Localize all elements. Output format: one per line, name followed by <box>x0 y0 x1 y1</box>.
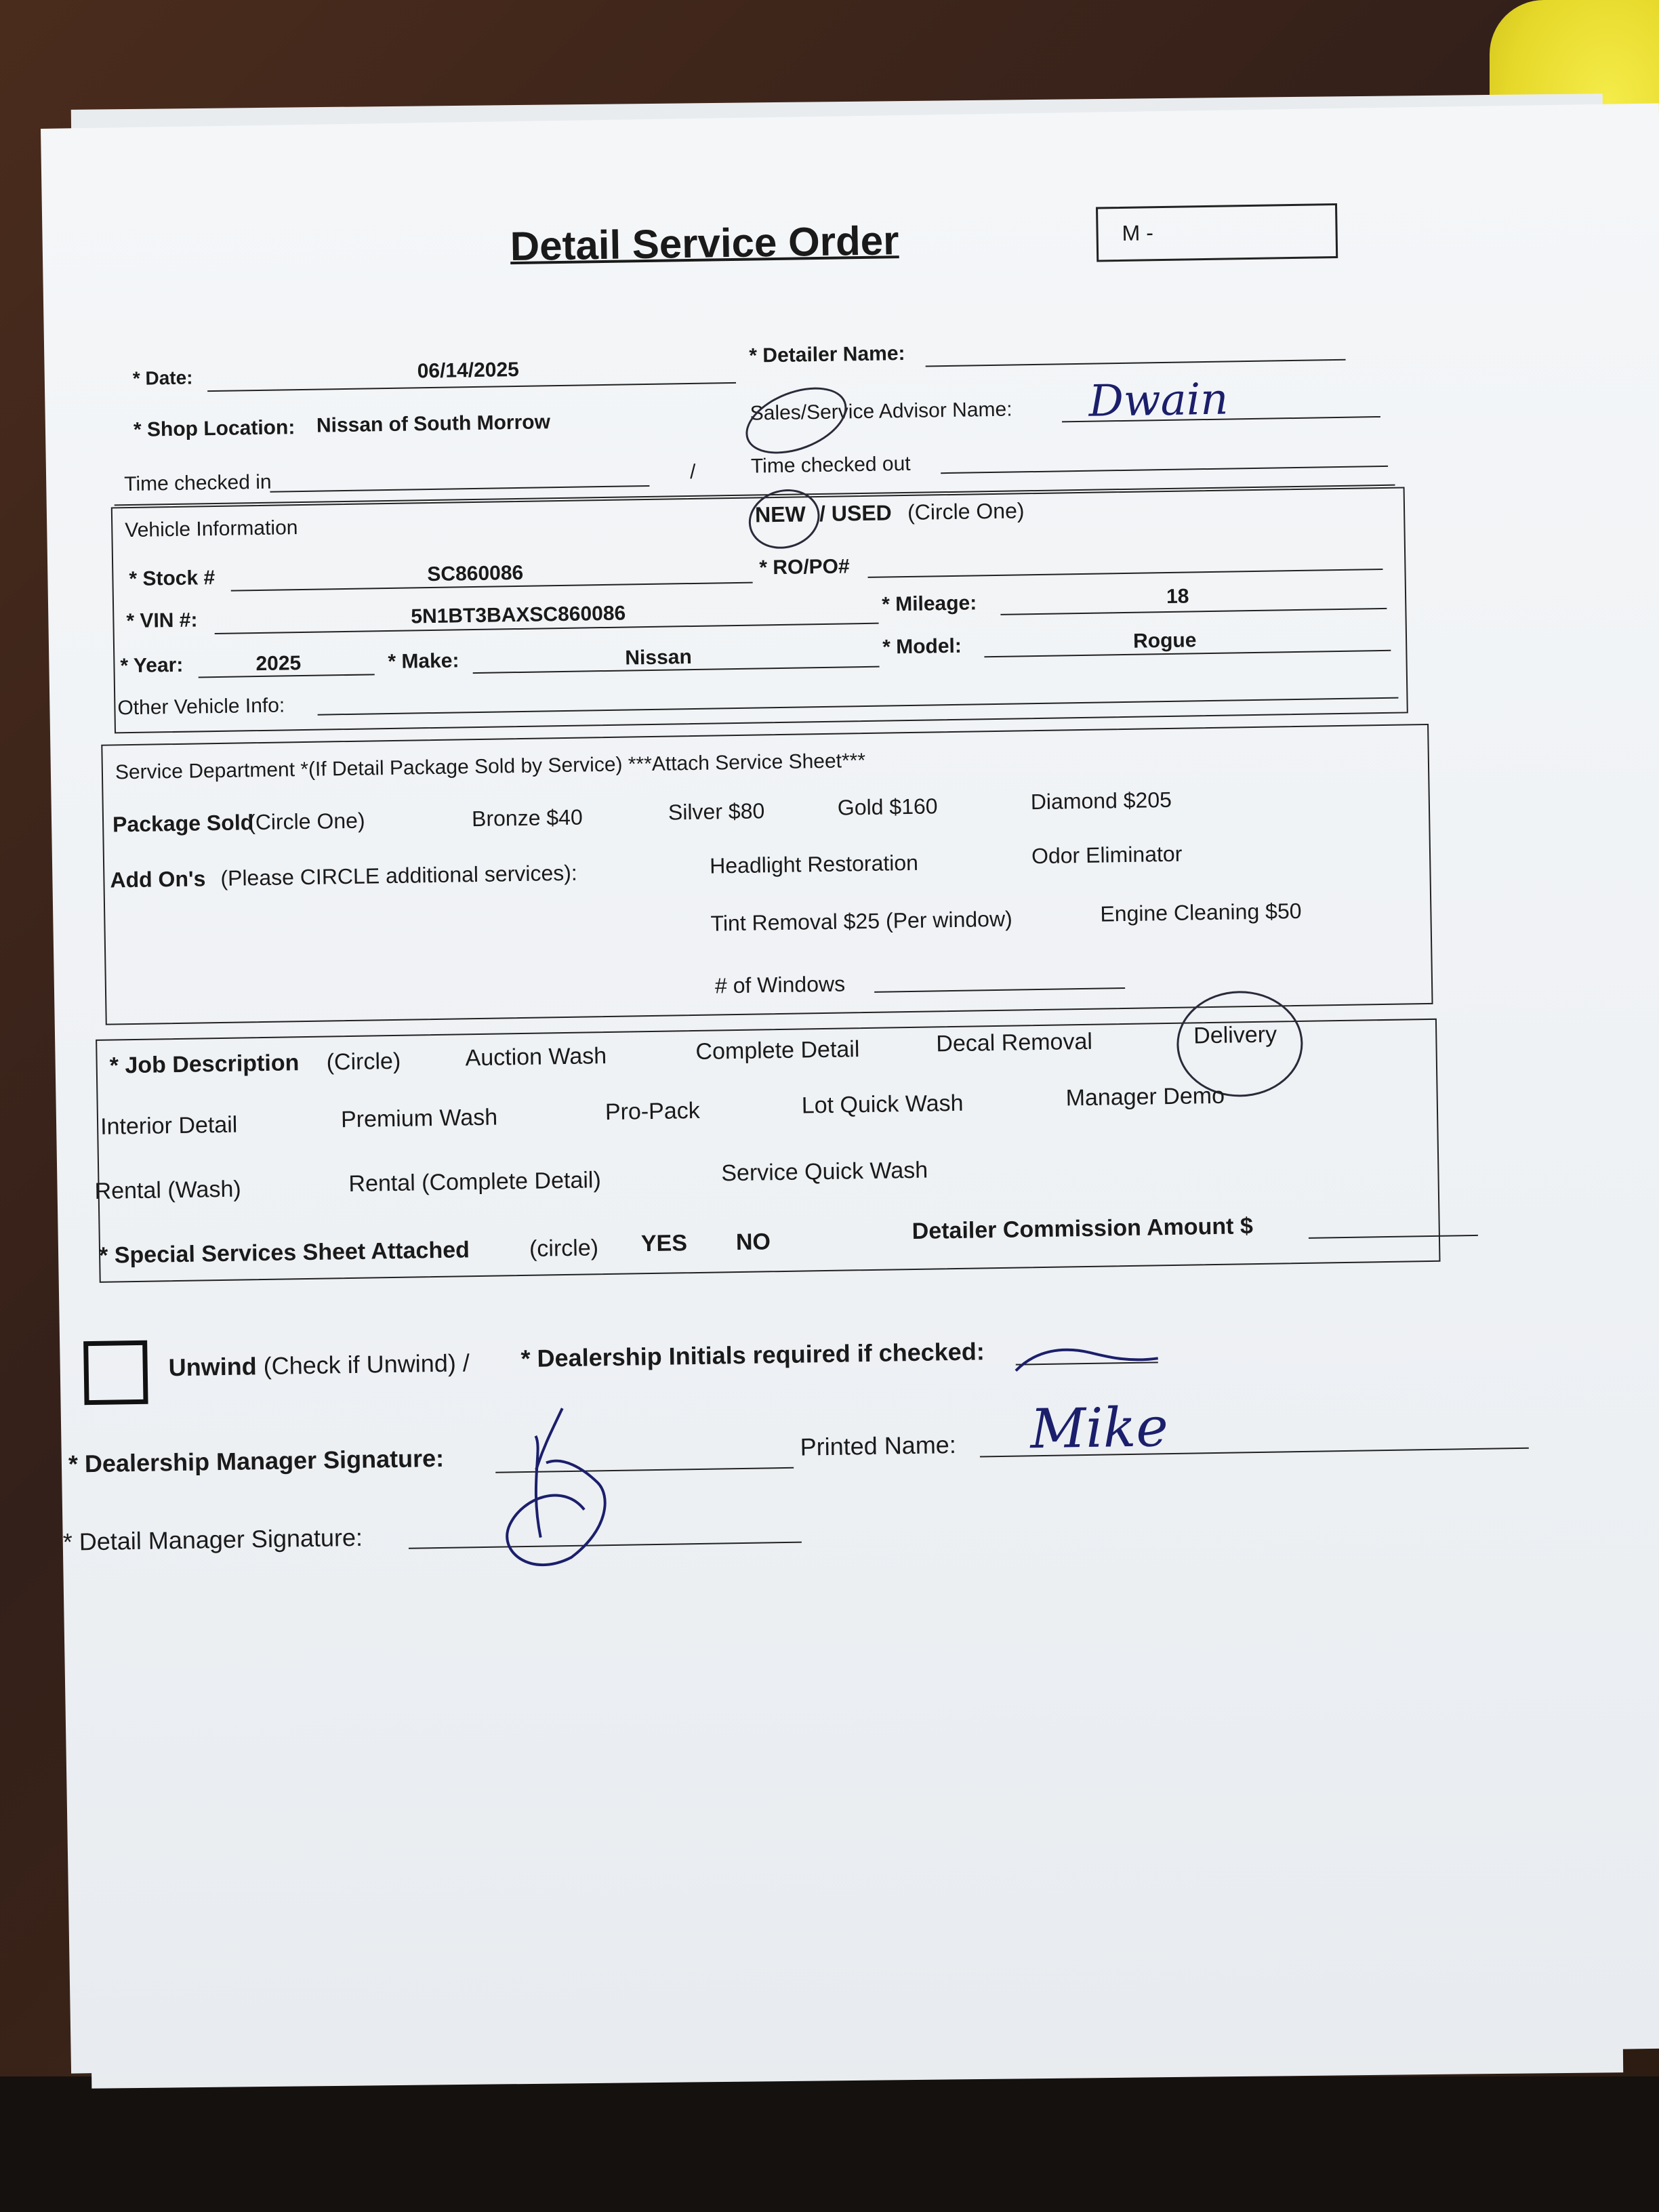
printed-name-label: Printed Name: <box>800 1431 957 1461</box>
advisor-label: Sales/Service Advisor Name: <box>750 398 1012 425</box>
time-out-label: Time checked out <box>750 452 911 478</box>
vin-label: * VIN #: <box>126 609 198 633</box>
package-gold[interactable]: Gold $160 <box>837 794 938 820</box>
job-complete-detail[interactable]: Complete Detail <box>695 1036 860 1065</box>
detail-manager-signature-label: * Detail Manager Signature: <box>62 1523 363 1556</box>
package-diamond[interactable]: Diamond $205 <box>1030 787 1172 815</box>
job-lot-quick-wash[interactable]: Lot Quick Wash <box>801 1090 964 1119</box>
form-sheet <box>41 103 1659 2073</box>
job-manager-demo[interactable]: Manager Demo <box>1065 1082 1225 1111</box>
job-description-hint: (Circle) <box>326 1048 401 1076</box>
time-in-line[interactable] <box>270 485 649 493</box>
year-label: * Year: <box>120 653 184 678</box>
shop-location-label: * Shop Location: <box>133 416 295 441</box>
dealership-manager-signature-scribble <box>487 1393 653 1572</box>
job-delivery[interactable]: Delivery <box>1193 1021 1277 1049</box>
package-sold-hint: (Circle One) <box>247 808 365 835</box>
unwind-label: Unwind <box>168 1352 258 1382</box>
condition-used[interactable]: / USED <box>819 500 893 527</box>
job-rental-complete-detail[interactable]: Rental (Complete Detail) <box>348 1167 602 1197</box>
mileage-label: * Mileage: <box>881 592 977 616</box>
detailer-name-line[interactable] <box>926 359 1346 367</box>
condition-new[interactable]: NEW <box>754 501 806 527</box>
job-service-quick-wash[interactable]: Service Quick Wash <box>721 1157 928 1187</box>
year-value[interactable]: 2025 <box>255 652 302 676</box>
unwind-checkbox[interactable] <box>83 1340 148 1405</box>
job-premium-wash[interactable]: Premium Wash <box>340 1104 498 1133</box>
other-vehicle-info-label: Other Vehicle Info: <box>117 694 285 720</box>
date-label: * Date: <box>132 367 193 389</box>
ropo-label: * RO/PO# <box>759 555 850 579</box>
model-value[interactable]: Rogue <box>1132 629 1197 653</box>
order-number-prefix: M - <box>1122 220 1154 245</box>
addons-label: Add On's <box>110 866 206 893</box>
package-silver[interactable]: Silver $80 <box>668 798 765 825</box>
make-label: * Make: <box>388 649 459 674</box>
special-no[interactable]: NO <box>735 1229 771 1256</box>
job-pro-pack[interactable]: Pro-Pack <box>605 1097 701 1126</box>
job-decal-removal[interactable]: Decal Removal <box>936 1028 1093 1057</box>
vin-value[interactable]: 5N1BT3BAXSC860086 <box>411 602 626 628</box>
package-bronze[interactable]: Bronze $40 <box>471 804 583 832</box>
advisor-circle-mark <box>737 375 856 467</box>
mileage-value[interactable]: 18 <box>1166 585 1189 608</box>
stock-label: * Stock # <box>129 567 216 591</box>
detailer-name-label: * Detailer Name: <box>749 342 905 367</box>
windows-label: # of Windows <box>714 971 846 998</box>
addons-hint: (Please CIRCLE additional services): <box>220 860 578 890</box>
job-rental-wash[interactable]: Rental (Wash) <box>94 1176 241 1204</box>
time-in-label: Time checked in <box>123 470 272 496</box>
time-out-line[interactable] <box>941 466 1388 474</box>
dark-bottom-edge <box>0 2076 1659 2212</box>
vehicle-info-label: Vehicle Information <box>125 516 298 542</box>
date-line <box>207 382 736 392</box>
job-auction-wash[interactable]: Auction Wash <box>465 1043 607 1071</box>
order-number-box[interactable] <box>1096 203 1338 262</box>
shop-location-value[interactable]: Nissan of South Morrow <box>316 411 551 437</box>
printed-name-handwritten[interactable]: Mike <box>1029 1395 1169 1461</box>
job-description-label: * Job Description <box>109 1050 300 1079</box>
addon-odor-eliminator[interactable]: Odor Eliminator <box>1031 841 1183 869</box>
service-header: Service Department *(If Detail Package Sold by Service) ***Attach Service Sheet*** <box>115 750 866 784</box>
stock-value[interactable]: SC860086 <box>427 561 524 586</box>
condition-hint: (Circle One) <box>907 498 1025 525</box>
date-value[interactable]: 06/14/2025 <box>417 358 520 383</box>
job-interior-detail[interactable]: Interior Detail <box>100 1111 238 1140</box>
dealership-manager-signature-label: * Dealership Manager Signature: <box>68 1443 445 1478</box>
form-title: Detail Service Order <box>510 218 899 270</box>
commission-label: Detailer Commission Amount $ <box>912 1213 1254 1245</box>
model-label: * Model: <box>882 634 962 659</box>
addon-headlight-restoration[interactable]: Headlight Restoration <box>709 850 919 878</box>
special-yes[interactable]: YES <box>640 1230 688 1257</box>
package-sold-label: Package Sold <box>112 810 254 837</box>
special-services-label: * Special Services Sheet Attached <box>98 1237 470 1269</box>
addon-engine-cleaning[interactable]: Engine Cleaning $50 <box>1100 898 1302 926</box>
initials-scribble <box>1008 1345 1165 1374</box>
special-services-hint: (circle) <box>529 1235 599 1262</box>
make-value[interactable]: Nissan <box>625 646 693 670</box>
unwind-hint: (Check if Unwind) / <box>263 1349 470 1380</box>
dealership-initials-label: * Dealership Initials required if checked: <box>520 1337 985 1373</box>
addon-tint-removal[interactable]: Tint Removal $25 (Per window) <box>710 906 1012 936</box>
advisor-handwritten[interactable]: Dwain <box>1088 374 1229 427</box>
time-separator: / <box>689 460 696 484</box>
